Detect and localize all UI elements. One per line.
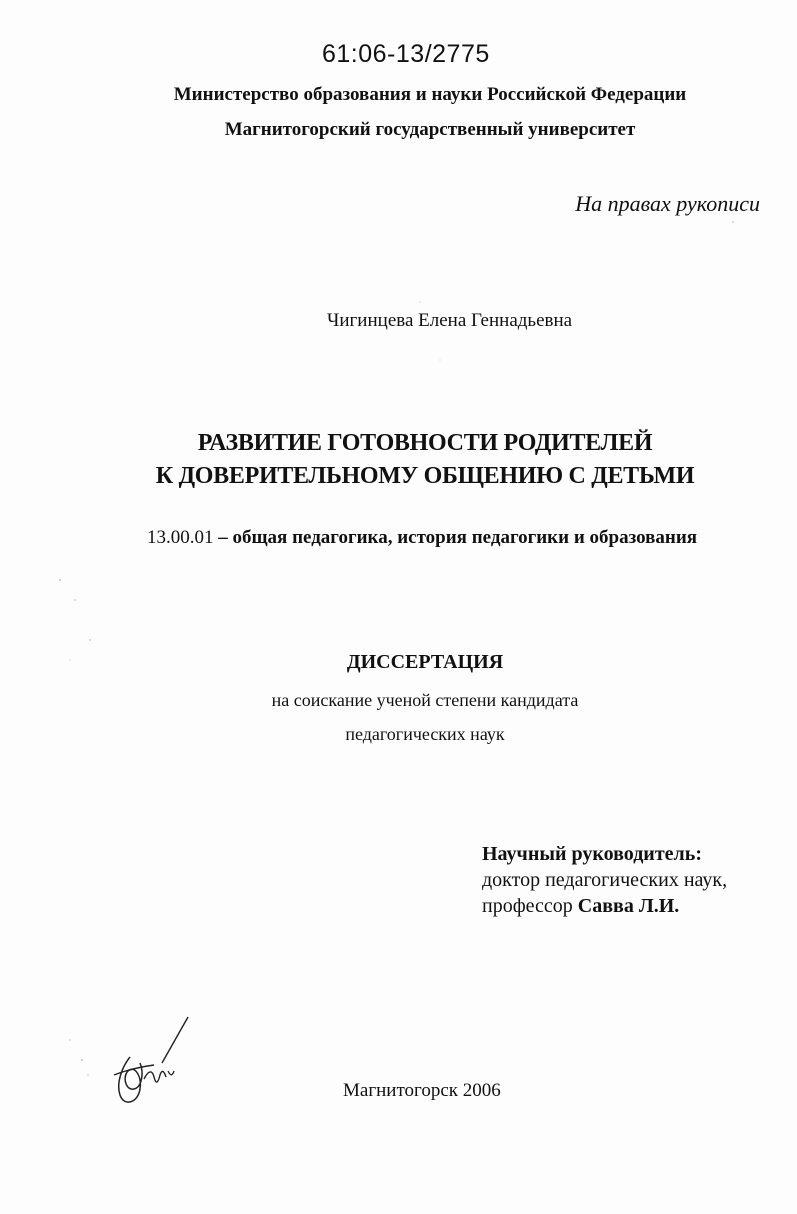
field-line: педагогических наук [345, 724, 505, 744]
supervisor-title: профессор [482, 895, 573, 917]
ministry-name: Министерство образования и науки Российской Федерации [173, 84, 687, 105]
handwritten-signature [100, 1015, 200, 1110]
thesis-title-line-2: К ДОВЕРИТЕЛЬНОМУ ОБЩЕНИЮ С ДЕТЬМИ [155, 463, 695, 489]
supervisor-name: Савва Л.И. [577, 895, 680, 917]
university-name: Магнитогорский государственный университет [224, 119, 636, 140]
document-type: ДИССЕРТАЦИЯ [346, 651, 504, 673]
specialty [147, 527, 697, 549]
supervisor-heading: Научный руководитель: [482, 843, 702, 865]
thesis-title [0, 427, 797, 493]
author-name: Чигинцева Елена Геннадьевна [327, 310, 573, 331]
supervisor-title-line [482, 893, 727, 919]
specialty-code: 13.00.01 [147, 527, 214, 548]
specialty-name: – общая педагогика, история педагогики и образования [213, 527, 698, 548]
supervisor-degree: доктор педагогических наук, [482, 869, 728, 891]
thesis-title-line-1: РАЗВИТИЕ ГОТОВНОСТИ РОДИТЕЛЕЙ [197, 430, 653, 456]
reference-number: 61:06-13/2775 [322, 40, 490, 68]
manuscript-note: На правах рукописи [575, 191, 760, 216]
city-year: Магнитогорск 2006 [343, 1080, 501, 1101]
degree-line: на соискание ученой степени кандидата [271, 690, 579, 710]
supervisor-block [482, 841, 727, 919]
